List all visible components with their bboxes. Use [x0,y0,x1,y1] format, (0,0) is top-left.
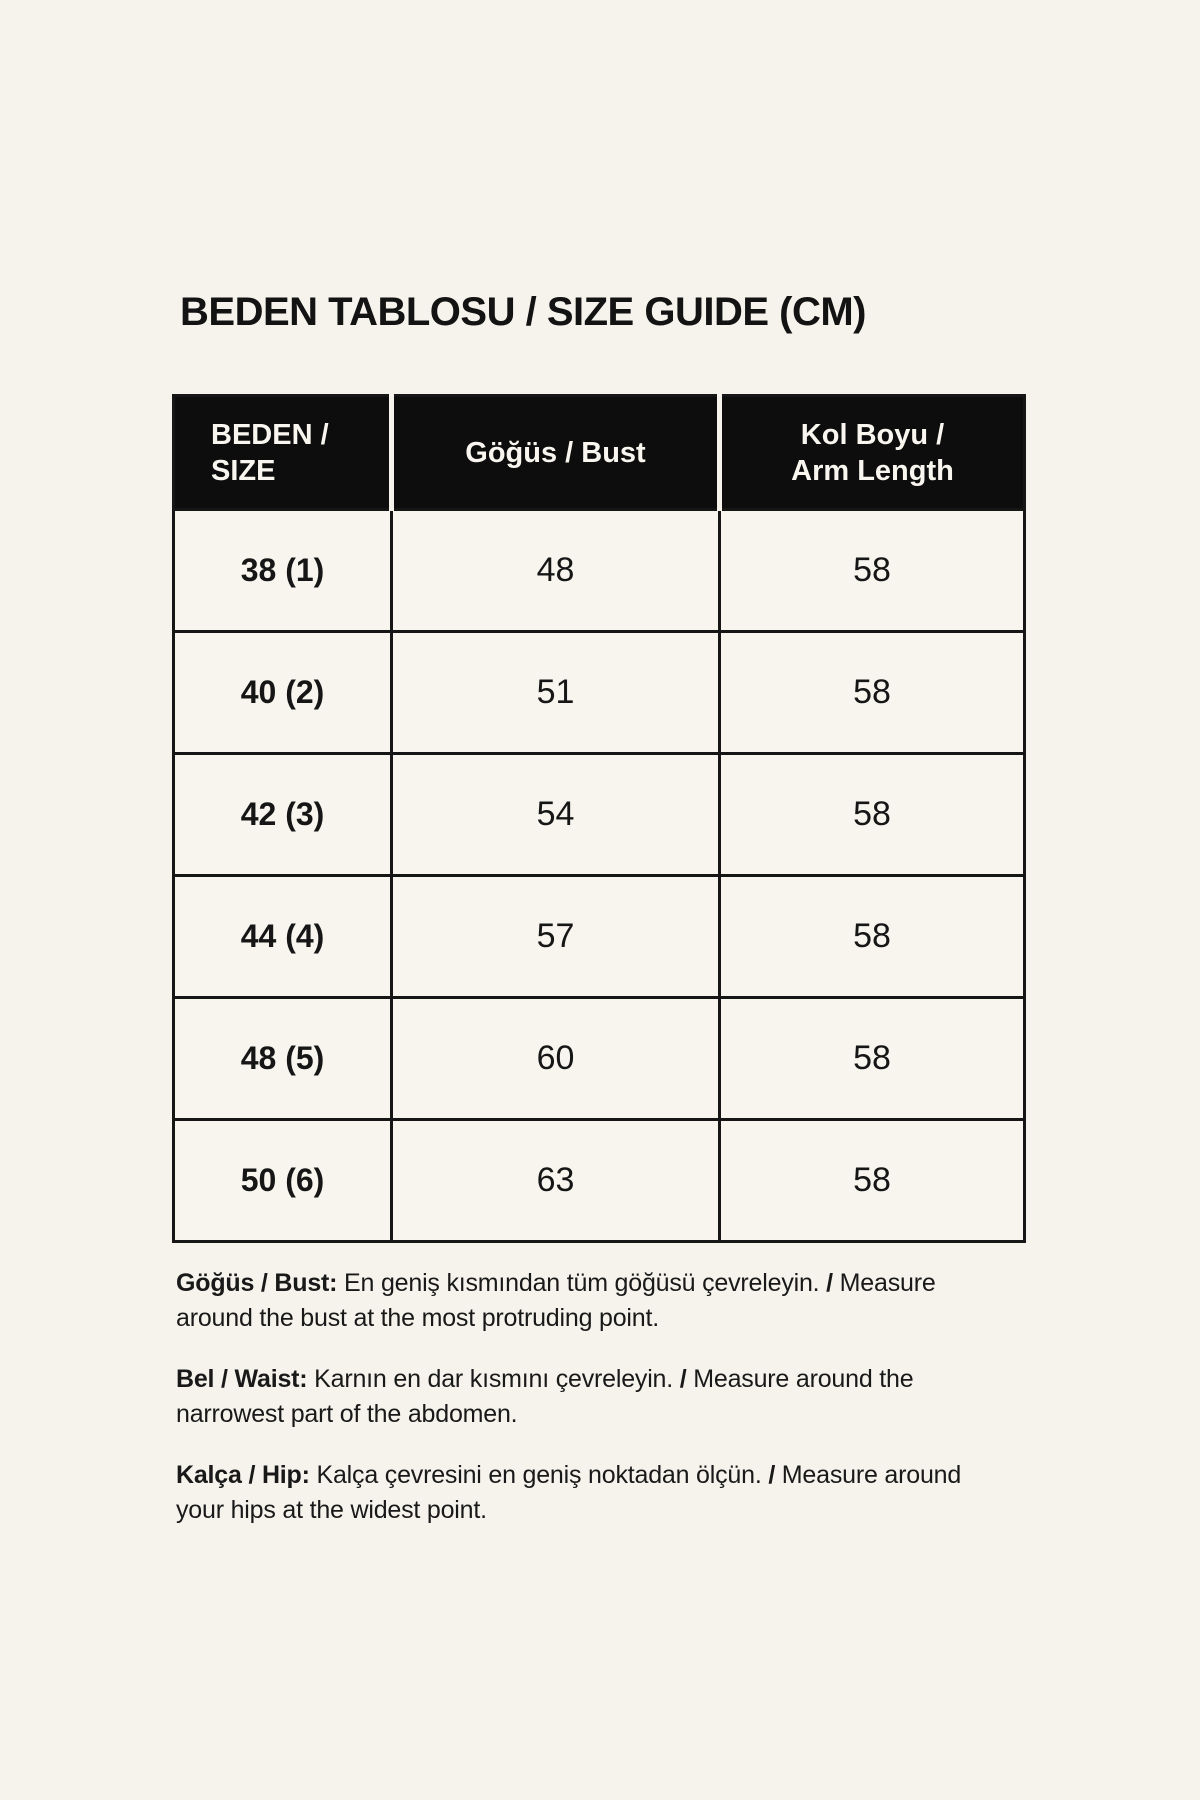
measurement-notes [176,1266,996,1554]
arm-cell: 58 [720,754,1025,876]
col-header-bust [392,396,720,510]
arm-cell: 58 [720,876,1025,998]
note-text-segment: Measure around the [686,1365,914,1393]
note-line [176,1458,996,1493]
bust-cell: 60 [392,998,720,1120]
col-header-line: Arm Length [791,454,954,487]
page-title: BEDEN TABLOSU / SIZE GUIDE (CM) [180,290,866,334]
note-text-segment: Measure [832,1269,936,1297]
col-header-line: Kol Boyu / [800,418,945,451]
size-guide-table [172,394,1026,1243]
table-row [174,632,1025,754]
size-cell: 50 (6) [174,1120,392,1242]
table-row [174,1120,1025,1242]
note-text-segment: Kalça çevresini en geniş noktadan ölçün. [309,1461,769,1489]
arm-cell: 58 [720,510,1025,632]
bust-cell: 51 [392,632,720,754]
size-cell: 42 (3) [174,754,392,876]
size-cell: 38 (1) [174,510,392,632]
note-bold-segment: / [826,1269,833,1297]
table-row [174,876,1025,998]
col-header-size [174,396,392,510]
hip-note [176,1458,996,1528]
col-header-arm [720,396,1025,510]
note-line [176,1266,996,1301]
note-text-segment: Karnın en dar kısmını çevreleyin. [307,1365,680,1393]
note-text-segment: En geniş kısmından tüm göğüsü çevreleyin. [337,1269,827,1297]
size-cell: 44 (4) [174,876,392,998]
table-row [174,754,1025,876]
note-bold-segment: / [768,1461,776,1489]
arm-cell: 58 [720,998,1025,1120]
note-text-segment: your hips at the widest point. [176,1496,487,1524]
arm-cell: 58 [720,1120,1025,1242]
bust-cell: 54 [392,754,720,876]
note-text-segment: Measure around [775,1461,962,1489]
note-line [176,1397,996,1432]
bust-cell: 57 [392,876,720,998]
note-line [176,1301,996,1336]
arm-cell: 58 [720,632,1025,754]
note-line [176,1493,996,1528]
note-bold-segment: Bel / Waist: [176,1365,308,1393]
table-row [174,510,1025,632]
note-bold-segment: Kalça / Hip: [176,1461,310,1489]
note-text-segment: around the bust at the most protruding point. [176,1304,659,1332]
col-header-line: BEDEN / [211,418,329,451]
bust-cell: 63 [392,1120,720,1242]
table-row [174,998,1025,1120]
bust-note [176,1266,996,1336]
bust-cell: 48 [392,510,720,632]
col-header-line: SIZE [211,454,276,487]
note-bold-segment: Göğüs / Bust: [176,1269,338,1297]
size-cell: 48 (5) [174,998,392,1120]
waist-note [176,1362,996,1432]
table-header-row [174,396,1025,510]
size-cell: 40 (2) [174,632,392,754]
col-header-line: Göğüs / Bust [465,436,646,469]
note-line [176,1362,996,1397]
note-text-segment: narrowest part of the abdomen. [176,1400,518,1428]
note-bold-segment: / [679,1365,687,1393]
